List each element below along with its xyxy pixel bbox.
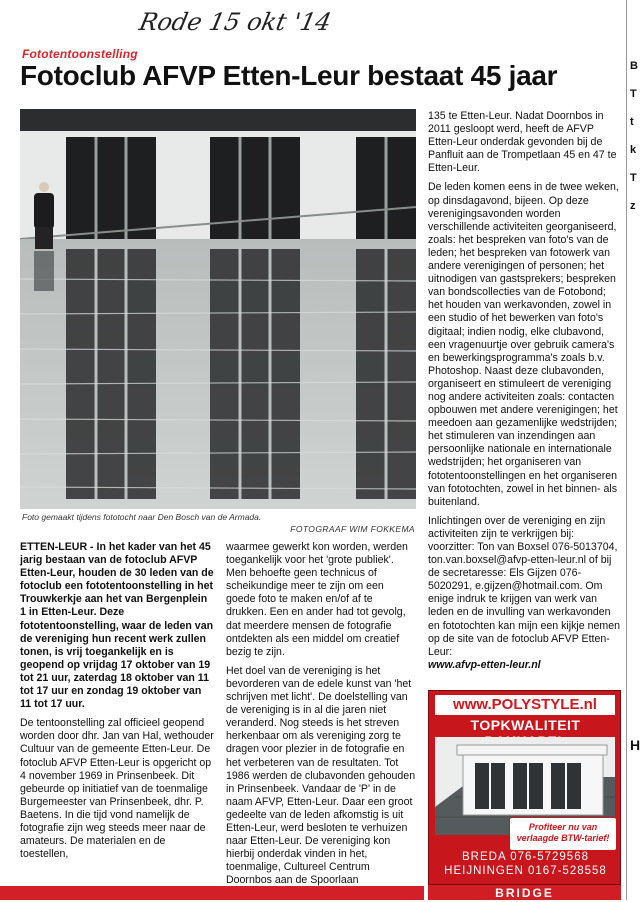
next-ad-banner: BRIDGE <box>428 885 621 900</box>
photo-caption: Foto gemaakt tijdens fototocht naar Den Bosch van de Armada. <box>22 512 262 522</box>
neighbor-letter: z <box>630 200 636 212</box>
ad-promo-badge: Profiteer nu van verlaagde BTW-tarief! <box>509 817 617 851</box>
article-column-1 <box>20 541 215 867</box>
article-paragraph: Het doel van de vereniging is het bevorderen van de edele kunst van 'het schrijven met licht'. De doelstelling van de vereniging is in al die jaren niet veranderd. Nog steeds is het streven herkenbaar om als vereniging zorg te dragen voor plezier in de fotografie en het verbeteren van de resultaten. Tot 1986 werden de clubavonden gehouden in Prinsenbeek. Vandaar de 'P' in de naam AFVP, Etten-Leur. Daar een groot gedeelte van de leden afkomstig is uit Etten-Leur, werd besloten te verhuizen naar Etten-Leur. De vereniging kon hierbij onderdak vinden in het, toenmalige, Cultureel Centrum Doornbos aan de Spoorlaan <box>226 664 416 887</box>
article-paragraph: De tentoonstelling zal officieel geopend worden door dhr. Jan van Hal, wethouder Cultuur van de gemeente Etten-Leur. De fotoclub AFVP Etten-Leur is opgericht op 4 november 1969 in Prinsenbeek. Dit gebeurde op initiatief van de toenmalige Burgemeester van Prinsenbeek, dhr. P. Baetens. In die tijd vond namelijk de fotografie zijn weg steeds meer naar de amateurs. De materialen en de toestellen, <box>20 717 214 861</box>
article-paragraph: Inlichtingen over de vereniging en zijn activiteiten zijn te verkrijgen bij: voorzitter: Ton van Boxsel 076-5013704, ton.van.boxsel@afvp-etten-leur.nl of bij de secretaresse: Els Gijzen 076-5020291, e.gijzen@hotmail.com. Om enige indruk te krijgen van werk van leden en de invulling van werkavonden en fototochten kan mijn een kijkje nemen op de site van de fotoclub AFVP Etten-Leur: <box>428 514 620 658</box>
neighbor-letter: T <box>630 172 637 184</box>
ad-tagline: TOPKWALITEIT <box>470 717 581 733</box>
section-kicker: Fototentoonstelling <box>22 47 138 61</box>
neighbor-letter: T <box>630 88 637 100</box>
column-divider <box>626 0 627 900</box>
polystyle-advertisement[interactable] <box>428 690 621 885</box>
club-website-link[interactable]: www.afvp-etten-leur.nl <box>428 658 541 671</box>
neighbor-letter: t <box>630 116 634 128</box>
article-headline: Fotoclub AFVP Etten-Leur bestaat 45 jaar <box>20 60 558 91</box>
article-column-2 <box>226 541 416 893</box>
photo-credit: FOTOGRAAF WIM FOKKEMA <box>290 524 415 534</box>
article-column-3 <box>428 110 621 678</box>
ad-brand: www.POLYSTYLE.nl <box>435 695 615 715</box>
article-paragraph: waarmee gewerkt kon worden, werden toegankelijk voor het 'grote publiek'. Men behoefte geen technicus of scheikundige meer te zijn om een goede foto te maken en/of af te drukken. Een en ander had tot gevolg, dat meerdere mensen de fotografie ontdekten als een middel om creatief bezig te zijn. <box>226 541 408 658</box>
bottom-color-bar <box>0 886 424 900</box>
article-paragraph: 135 te Etten-Leur. Nadat Doornbos in 2011 gesloopt werd, heeft de AFVP Etten-Leur onderdak gevonden bij de Panfluit aan de Trompetlaan 45 en 47 te Etten-Leur. <box>428 110 617 175</box>
neighbor-letter: B <box>630 60 638 72</box>
handwritten-date-note <box>136 2 440 42</box>
ad-contact-breda: BREDA 076-5729568 <box>462 851 589 863</box>
flooded-building-reflection-image <box>20 109 416 509</box>
ad-contact-heijningen: HEIJNINGEN 0167-528558 <box>444 865 607 877</box>
neighbor-heading-fragment: H <box>630 737 640 753</box>
person-figure <box>34 182 54 291</box>
article-paragraph: De leden komen eens in de twee weken, op dinsdagavond, bijeen. Op deze verenigingsavonden worden verschillende activiteiten georganiseerd, zoals: het bespreken van foto's van de leden; het bespreken van fotowerk van andere verenigingen of personen; het uitnodigen van gastsprekers; bespreken van bondscollecties van de Fotobond; het houden van werkavonden, zowel in een studio of het bewerken van foto's digitaal; indien nodig, elke clubavond, een vragenuurtje over gebruik camera's en bewerkingsprogramma's zoals b.v. Photoshop. Naast deze clubavonden, organiseert en stimuleert de vereniging nog andere activiteiten zoals: contacten opbouwen met andere verenigingen; het meedoen aan gezamenlijke wedstrijden; het stimuleren van inzendingen aan persoonlijke nationale en internationale wedstrijden; het organiseren van fototentoonstellingen en het organiseren van fototochten, zowel in het binnen- als buitenland. <box>428 181 619 508</box>
handwriting-text: Rode 15 okt '14 <box>136 7 335 36</box>
neighbor-letter: k <box>630 144 637 156</box>
article-lead: ETTEN-LEUR - In het kader van het 45 jarig bestaan van de fotoclub AFVP Etten-Leur, houden de 30 leden van de fotoclub een fototentoonstelling in het Trouwkerkje aan het van Bergenplein 1 in Etten-Leur. Deze fototentoonstelling, waar de leden van de vereniging hun recent werk zullen tonen, is vrij toegankelijk en is geopend op vrijdag 17 oktober van 19 tot 21 uur, zaterdag 18 oktober van 11 tot 17 uur en zondag 19 oktober van 11 tot 17 uur. <box>20 541 214 711</box>
article-photo <box>20 109 416 509</box>
neighbor-column-fragment <box>630 60 639 228</box>
